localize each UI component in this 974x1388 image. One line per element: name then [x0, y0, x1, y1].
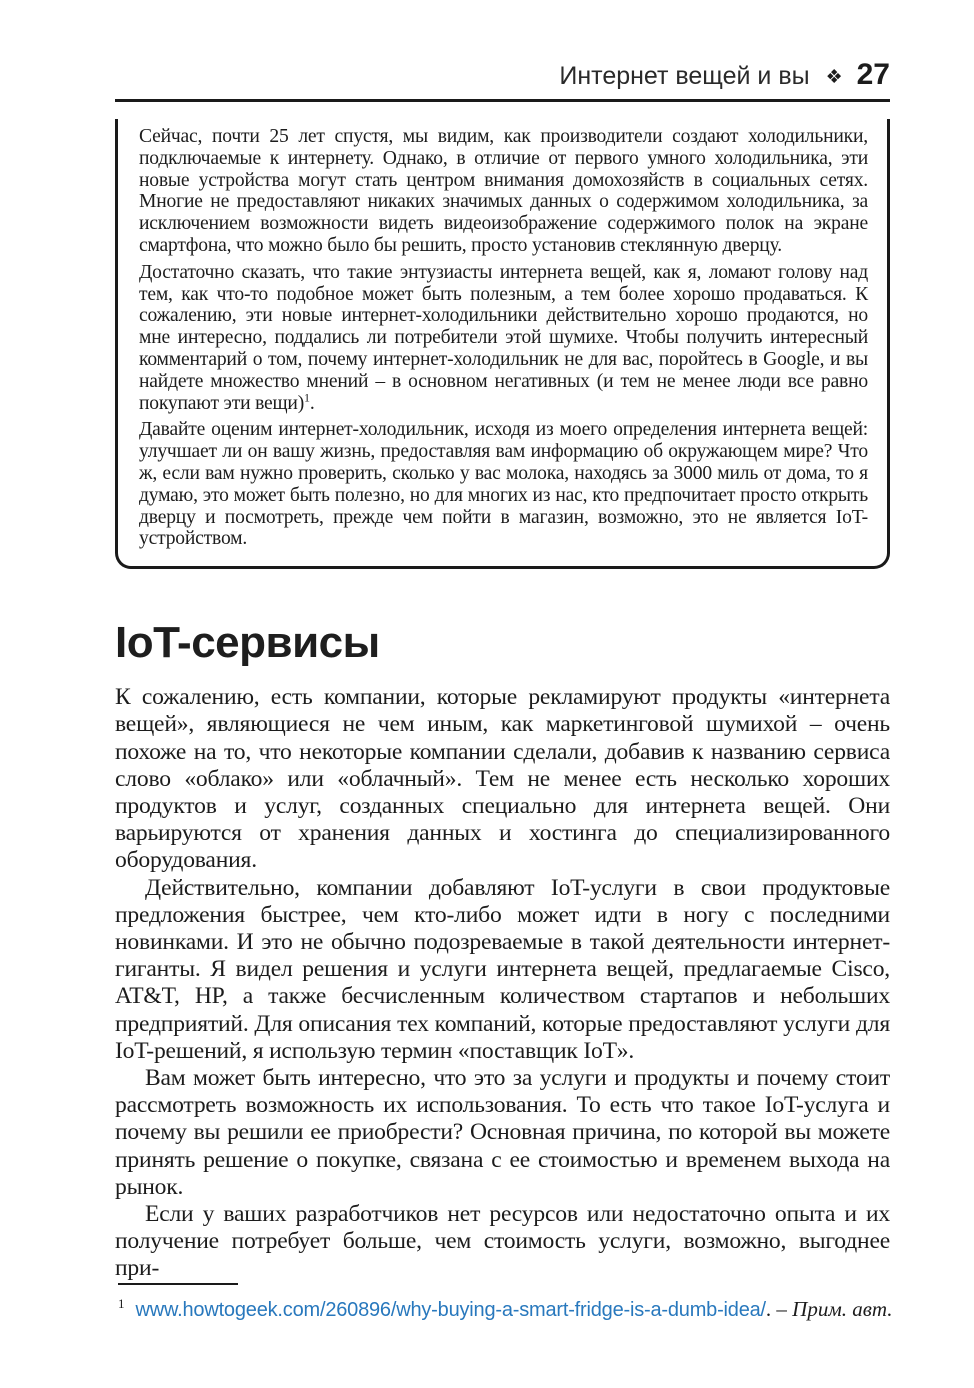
- body-paragraph: К сожалению, есть компании, которые рекламируют продукты «интернета вещей», являющиеся не чем иным, как маркетинговой шумихой – очень похоже на то, что некоторые компании сделали, добавив к названию сервиса слово «облако» или «облачный». Тем не менее есть несколько хороших продуктов и услуг, созданных специально для интернета вещей. Они варьируются от хранения данных и хостинга до специализированного оборудования.: [115, 684, 890, 874]
- footnote-link[interactable]: www.howtogeek.com/260896/why-buying-a-smart-fridge-is-a-dumb-idea/: [135, 1299, 766, 1321]
- box-paragraph: [139, 419, 868, 550]
- sidebar-quote-box: [115, 119, 890, 569]
- footnote-rule: [118, 1283, 238, 1285]
- body-paragraph: Действительно, компании добавляют IoT-услуги в свои продуктовые предложения быстрее, чем кто-либо может идти в ногу с последними новинками. И это не обычно подозреваемые в такой деятельности интернет-гиганты. Я видел решения и услуги интернета вещей, предлагаемые Cisco, AT&T, HP, а также бесчисленным количеством стартапов и небольших предприятий. Для описания тех компаний, которые предоставляют услуги для IoT-решений, я использую термин «поставщик IoT».: [115, 874, 890, 1064]
- running-head-title: Интернет вещей и вы: [559, 62, 810, 90]
- box-paragraph-text: Достаточно сказать, что такие энтузиасты интернета вещей, как я, ломают голову над тем, как что-то подобное может быть полезным, а тем более хорошо продаваться. К сожалению, эти новые интернет-холодильники действительно хорошо продаются, но мне интересно, поддались ли потребители этой шумихе. Чтобы получить интересный комментарий о том, почему интернет-холодильник не для вас, поройтесь в Google, и вы найдете множество мнений – в основном негативных (и тем не менее люди все равно покупают эти вещи): [139, 261, 868, 414]
- section-heading: IoT-сервисы: [115, 618, 380, 668]
- footnote-separator-text: . –: [765, 1297, 793, 1321]
- footnote-area: [115, 1283, 893, 1388]
- body-paragraph: Вам может быть интересно, что это за услуги и продукты и почему стоит рассмотреть возможность их использования. То есть что такое IoT-услуга и почему вы решили ее приобрести? Основная причина, по которой вы можете принять решение о покупке, связана с ее стоимостью и временем выхода на рынок.: [115, 1064, 890, 1200]
- page-header: [115, 58, 890, 92]
- page-number: 27: [856, 58, 890, 91]
- footnote-author-note: Прим. авт.: [792, 1297, 893, 1321]
- box-paragraph-text: .: [309, 392, 315, 414]
- diamond-ornament-icon: ❖: [825, 67, 843, 88]
- footnote-marker: 1: [118, 1296, 125, 1311]
- header-rule: [115, 99, 890, 102]
- body-paragraph: Если у ваших разработчиков нет ресурсов или недостаточно опыта и их получение потребует больше, чем стоимость услуги, возможно, выгоднее при-: [115, 1201, 890, 1282]
- box-paragraph: [139, 262, 868, 415]
- box-paragraph: [139, 126, 868, 257]
- footnote: [115, 1296, 893, 1322]
- box-paragraph-text: Давайте оценим интернет-холодильник, исходя из моего определения интернета вещей: улучшает ли он вашу жизнь, предоставляя вам информацию об окружающем мире? Что ж, если вам нужно проверить, сколько у вас молока, находясь за 3000 миль от дома, то я думаю, это может быть полезно, но для многих из нас, кто предпочитает просто открыть дверцу и посмотреть, прежде чем пойти в магазин, возможно, это не является IoT-устройством.: [139, 419, 868, 550]
- box-paragraph-text: Сейчас, почти 25 лет спустя, мы видим, как производители создают холодильники, подключаемые к интернету. Однако, в отличие от первого умного холодильника, эти новые устройства могут стать центром внимания домохозяйств в социальных сетях. Многие не предоставляют никаких значимых данных о содержимом холодильника, за исключением возможности видеть видеоизображение содержимого полок на экране смартфона, что можно было бы решить, просто установив стеклянную дверцу.: [139, 126, 868, 256]
- footnote-reference: 1: [304, 390, 310, 405]
- body-text: [115, 684, 890, 1282]
